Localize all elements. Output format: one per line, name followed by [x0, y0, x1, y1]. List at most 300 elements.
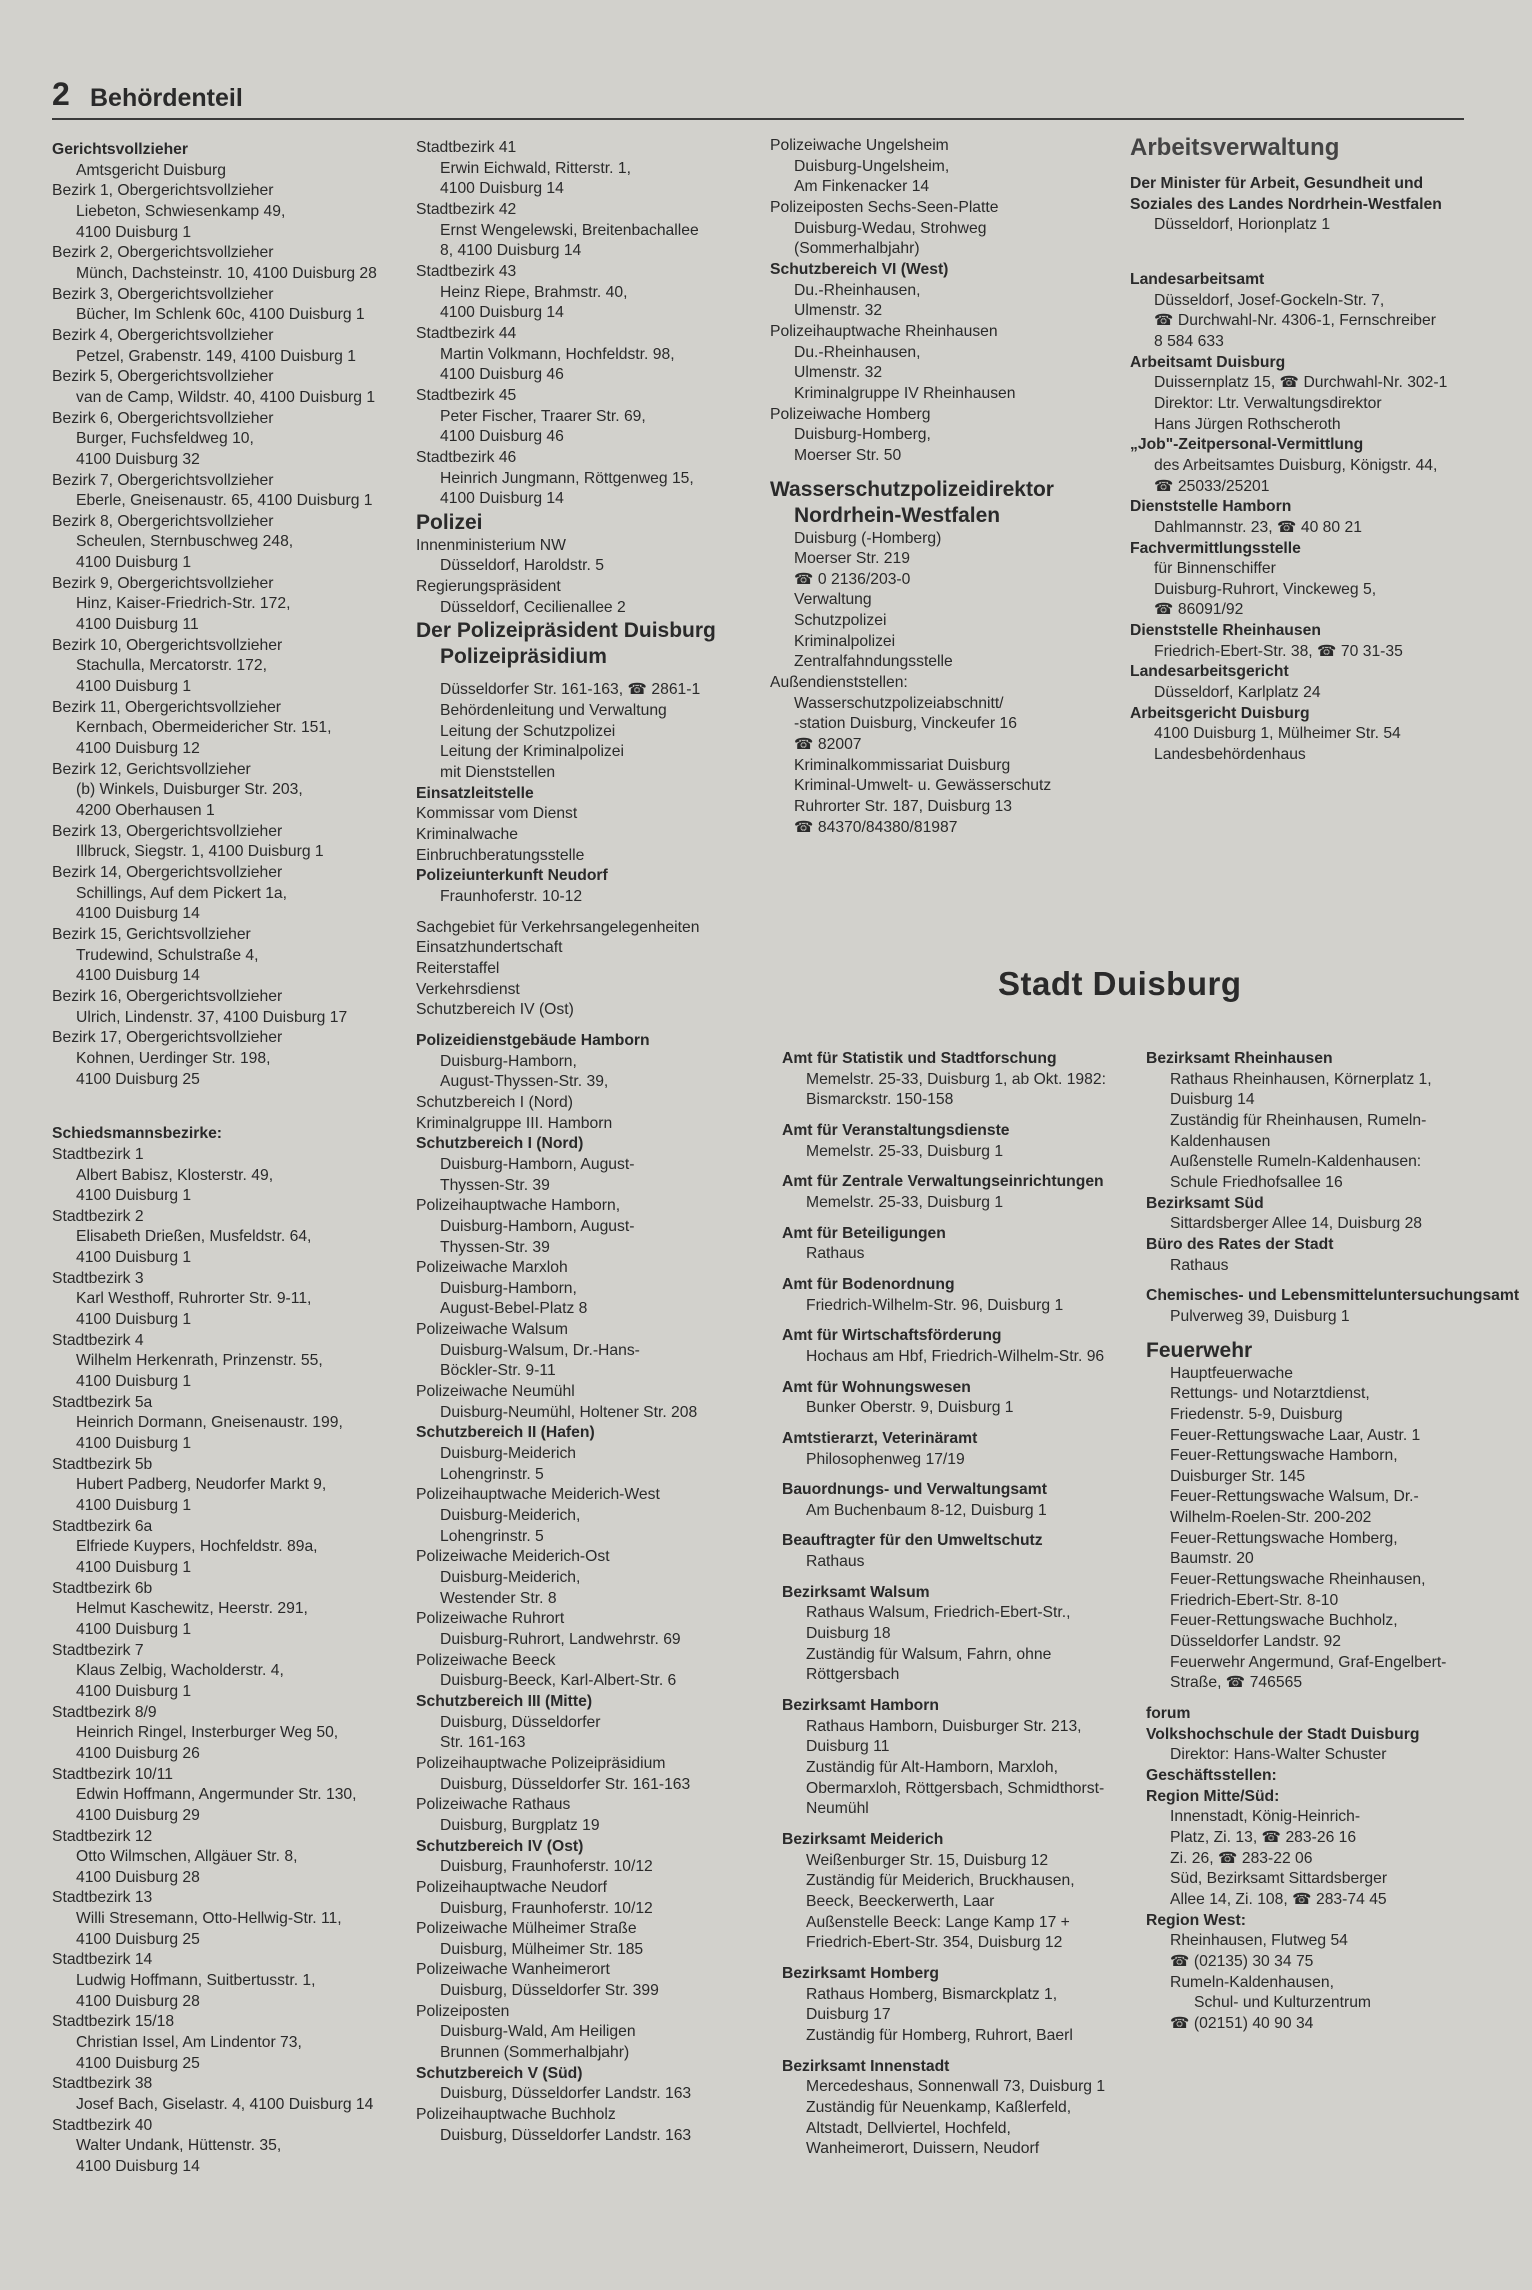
entry-line: Polizeiwache Neumühl	[416, 1383, 575, 1401]
entry-line: Am Finkenacker 14	[794, 178, 930, 196]
entry-line: 4100 Duisburg 32	[76, 450, 200, 468]
entry-line: Schutzpolizei	[794, 612, 887, 630]
entry-line: Liebeton, Schwiesenkamp 49,	[76, 202, 286, 220]
entry-line: Feuer-Rettungswache Walsum, Dr.-	[1170, 1488, 1419, 1506]
entry-line: Baumstr. 20	[1170, 1550, 1254, 1568]
entry-heading: Bezirksamt Innenstadt	[782, 2057, 950, 2075]
entry-heading: Nordrhein-Westfalen	[794, 503, 1001, 527]
entry-line: Kommissar vom Dienst	[416, 805, 578, 823]
spacer	[782, 1686, 1106, 1696]
entry-line: 4100 Duisburg 46	[440, 366, 564, 384]
entry-line: Bezirk 4, Obergerichtsvollzieher	[52, 326, 274, 344]
entry-line: Eberle, Gneisenaustr. 65, 4100 Duisburg 1	[76, 492, 373, 510]
entry-line: Duisburg-Neumühl, Holtener Str. 208	[440, 1403, 698, 1421]
entry-line: Außenstelle Beeck: Lange Kamp 17 +	[806, 1913, 1070, 1931]
entry-line: Bezirk 14, Obergerichtsvollzieher	[52, 863, 283, 881]
entry-line: 4100 Duisburg 1	[76, 1558, 192, 1576]
entry-line: Polizeihauptwache Polizeipräsidium	[416, 1754, 666, 1772]
entry-line: Weißenburger Str. 15, Duisburg 12	[806, 1851, 1049, 1869]
entry-line: 4100 Duisburg 1	[76, 1311, 192, 1329]
entry-heading: Geschäftsstellen:	[1146, 1767, 1277, 1784]
entry-line: Ruhrorter Str. 187, Duisburg 13	[794, 798, 1012, 816]
entry-line: Stadtbezirk 5a	[52, 1393, 153, 1411]
entry-line: Albert Babisz, Klosterstr. 49,	[76, 1166, 274, 1184]
entry-line: Kriminalwache	[416, 826, 519, 844]
entry-line: Polizeiwache Wanheimerort	[416, 1961, 610, 1979]
entry-line: ☎ Durchwahl-Nr. 4306-1, Fernschreiber	[1154, 312, 1436, 330]
entry-line: Kriminal-Umwelt- u. Gewässerschutz	[794, 777, 1052, 795]
entry-line: ☎ 82007	[794, 736, 862, 754]
entry-line: -station Duisburg, Vinckeufer 16	[794, 715, 1017, 733]
entry-line: Beeck, Beeckerwerth, Laar	[806, 1892, 995, 1910]
entry-line: Düsseldorf, Josef-Gockeln-Str. 7,	[1154, 291, 1385, 309]
entry-line: Bezirk 6, Obergerichtsvollzieher	[52, 409, 274, 427]
entry-line: Polizeiwache Homberg	[770, 405, 931, 423]
entry-heading: Bezirksamt Süd	[1146, 1194, 1264, 1212]
spacer	[782, 1316, 1106, 1326]
entry-line: Feuer-Rettungswache Laar, Austr. 1	[1170, 1426, 1421, 1444]
entry-line: Lohengrinstr. 5	[440, 1465, 544, 1483]
entry-line: Landesbehördenhaus	[1154, 746, 1306, 764]
entry-line: Düsseldorf, Karlplatz 24	[1154, 684, 1321, 702]
entry-line: Karl Westhoff, Ruhrorter Str. 9-11,	[76, 1290, 312, 1308]
entry-line: Stadtbezirk 45	[416, 386, 517, 404]
entry-heading: Feuerwehr	[1146, 1338, 1253, 1362]
entry-heading: Gerichtsvollzieher	[52, 141, 189, 158]
entry-line: Bezirk 5, Obergerichtsvollzieher	[52, 368, 274, 386]
entry-line: Süd, Bezirksamt Sittardsberger	[1170, 1870, 1388, 1888]
entry-heading: Region Mitte/Süd:	[1146, 1787, 1280, 1805]
entry-line: Moerser Str. 219	[794, 550, 910, 568]
entry-line: Heinrich Jungmann, Röttgenweg 15,	[440, 469, 694, 487]
entry-line: Bezirk 13, Obergerichtsvollzieher	[52, 822, 283, 840]
entry-line: Innenministerium NW	[416, 536, 566, 554]
spacer	[782, 1820, 1106, 1830]
entry-heading: Region West:	[1146, 1911, 1246, 1929]
spacer	[1146, 1276, 1519, 1286]
entry-line: Martin Volkmann, Hochfeldstr. 98,	[440, 345, 675, 363]
entry-line: Bezirk 11, Obergerichtsvollzieher	[52, 698, 282, 716]
entry-line: 4100 Duisburg 1	[76, 1497, 192, 1514]
entry-line: Bismarckstr. 150-158	[806, 1091, 954, 1109]
entry-line: mit Dienststellen	[440, 764, 556, 782]
entry-line: 8, 4100 Duisburg 14	[440, 242, 582, 260]
entry-line: Scheulen, Sternbuschweg 248,	[76, 533, 294, 551]
entry-line: Ulrich, Lindenstr. 37, 4100 Duisburg 17	[76, 1008, 348, 1026]
entry-line: Stadtbezirk 42	[416, 200, 517, 218]
column-4-bottom	[1146, 1049, 1519, 2035]
entry-heading: Büro des Rates der Stadt	[1146, 1235, 1334, 1253]
entry-heading: Dienststelle Rheinhausen	[1130, 622, 1321, 640]
entry-line: Polizeiwache Ungelsheim	[770, 137, 949, 154]
entry-line: Zuständig für Walsum, Fahrn, ohne	[806, 1645, 1052, 1663]
entry-line: Polizeiwache Ruhrort	[416, 1610, 565, 1628]
entry-line: Düsseldorf, Cecilienallee 2	[440, 598, 626, 616]
entry-line: Duisburg-Homberg,	[794, 426, 931, 444]
entry-line: Polizeihauptwache Buchholz	[416, 2106, 616, 2124]
entry-line: Brunnen (Sommerhalbjahr)	[440, 2044, 630, 2062]
entry-line: Petzel, Grabenstr. 149, 4100 Duisburg 1	[76, 347, 356, 365]
entry-heading: Bezirksamt Rheinhausen	[1146, 1050, 1333, 1067]
column-3-top	[770, 136, 1054, 838]
entry-line: ☎ (02151) 40 90 34	[1170, 2014, 1314, 2032]
entry-line: Klaus Zelbig, Wacholderstr. 4,	[76, 1662, 284, 1680]
entry-heading: Volkshochschule der Stadt Duisburg	[1146, 1725, 1420, 1743]
entry-line: Zi. 26, ☎ 283-22 06	[1170, 1849, 1313, 1867]
entry-line: Kriminalpolizei	[794, 632, 896, 650]
entry-line: Duisburg, Fraunhoferstr. 10/12	[440, 1858, 653, 1876]
entry-line: Feuer-Rettungswache Homberg,	[1170, 1529, 1398, 1547]
entry-line: Zentralfahndungsstelle	[794, 653, 953, 671]
entry-line: des Arbeitsamtes Duisburg, Königstr. 44,	[1154, 456, 1438, 474]
entry-line: Stadtbezirk 12	[52, 1827, 153, 1845]
entry-line: Westender Str. 8	[440, 1589, 557, 1607]
entry-line: Stadtbezirk 15/18	[52, 2013, 175, 2031]
entry-line: Duisburg, Fraunhoferstr. 10/12	[440, 1899, 653, 1917]
entry-line: Duisburg-Hamborn, August-	[440, 1217, 635, 1235]
entry-line: Stadtbezirk 3	[52, 1269, 144, 1287]
spacer	[782, 1521, 1106, 1531]
entry-line: Polizeihauptwache Rheinhausen	[770, 322, 998, 340]
entry-line: 4100 Duisburg 46	[440, 428, 564, 446]
entry-heading: Bezirksamt Homberg	[782, 1964, 939, 1982]
entry-line: Straße, ☎ 746565	[1170, 1674, 1303, 1692]
entry-line: Duisburg, Düsseldorfer Str. 399	[440, 1982, 659, 2000]
entry-heading: Arbeitsverwaltung	[1130, 134, 1340, 161]
entry-line: Philosophenweg 17/19	[806, 1450, 965, 1468]
spacer	[770, 467, 1054, 477]
entry-line: Stadtbezirk 43	[416, 262, 517, 280]
entry-line: Duisburg, Mülheimer Str. 185	[440, 1940, 644, 1958]
entry-line: Burger, Fuchsfeldweg 10,	[76, 430, 254, 448]
entry-line: für Binnenschiffer	[1154, 560, 1276, 578]
spacer	[1146, 1694, 1519, 1704]
entry-line: Str. 161-163	[440, 1734, 526, 1752]
entry-line: (Sommerhalbjahr)	[794, 240, 920, 258]
entry-line: Sittardsberger Allee 14, Duisburg 28	[1170, 1215, 1423, 1233]
entry-line: Ernst Wengelewski, Breitenbachallee	[440, 221, 699, 239]
entry-line: Friedrich-Ebert-Str. 354, Duisburg 12	[806, 1934, 1063, 1952]
entry-line: Duisburg-Meiderich,	[440, 1507, 581, 1525]
entry-line: Einbruchberatungsstelle	[416, 846, 585, 864]
entry-line: Stadtbezirk 13	[52, 1889, 153, 1907]
entry-line: Thyssen-Str. 39	[440, 1176, 550, 1194]
entry-line: Stadtbezirk 1	[52, 1145, 144, 1163]
entry-line: 4100 Duisburg 1	[76, 1682, 192, 1700]
entry-line: Heinrich Ringel, Insterburger Weg 50,	[76, 1724, 339, 1742]
entry-line: Regierungspräsident	[416, 578, 561, 596]
entry-line: Kriminalkommissariat Duisburg	[794, 756, 1011, 774]
entry-line: Verkehrsdienst	[416, 980, 520, 998]
entry-line: 4100 Duisburg 26	[76, 1744, 200, 1762]
entry-line: Duisburg, Burgplatz 19	[440, 1816, 600, 1834]
entry-line: Stadtbezirk 4	[52, 1331, 144, 1349]
entry-line: Direktor: Hans-Walter Schuster	[1170, 1746, 1387, 1764]
entry-line: Duisburg-Wedau, Strohweg	[794, 219, 987, 237]
entry-line: Rathaus Homberg, Bismarckplatz 1,	[806, 1985, 1058, 2003]
entry-line: Mercedeshaus, Sonnenwall 73, Duisburg 1	[806, 2078, 1106, 2096]
entry-line: Duisburg (-Homberg)	[794, 529, 942, 547]
entry-line: Polizeiwache Meiderich-Ost	[416, 1548, 610, 1566]
entry-line: 4200 Oberhausen 1	[76, 802, 215, 819]
entry-line: Kriminalgruppe III. Hamborn	[416, 1114, 613, 1132]
entry-heading: Chemisches- und Lebensmitteluntersuchungsamt	[1146, 1287, 1520, 1305]
entry-line: Duisburg-Ruhrort, Landwehrstr. 69	[440, 1630, 681, 1648]
entry-line: Lohengrinstr. 5	[440, 1527, 544, 1545]
stadt-duisburg-heading: Stadt Duisburg	[998, 965, 1242, 1002]
entry-line: ☎ (02135) 30 34 75	[1170, 1952, 1314, 1970]
entry-line: Duisburg 18	[806, 1625, 891, 1643]
entry-line: Duisburg 11	[806, 1738, 890, 1756]
entry-line: Bücher, Im Schlenk 60c, 4100 Duisburg 1	[76, 306, 365, 324]
entry-line: Polizeihauptwache Meiderich-West	[416, 1486, 660, 1504]
entry-line: Christian Issel, Am Lindentor 73,	[76, 2034, 302, 2052]
entry-line: Polizeiwache Marxloh	[416, 1259, 568, 1277]
entry-line: Duisburg 14	[1170, 1091, 1255, 1109]
entry-line: Ludwig Hoffmann, Suitbertusstr. 1,	[76, 1972, 316, 1990]
entry-line: 4100 Duisburg 1	[76, 1249, 192, 1267]
entry-line: Wilhelm-Roelen-Str. 200-202	[1170, 1509, 1372, 1527]
spacer	[782, 1111, 1106, 1121]
entry-heading: Bezirksamt Walsum	[782, 1583, 930, 1601]
entry-line: Du.-Rheinhausen,	[794, 281, 921, 299]
entry-line: 4100 Duisburg 14	[76, 2158, 200, 2175]
entry-heading: Der Minister für Arbeit, Gesundheit und	[1130, 175, 1424, 192]
entry-line: Bezirk 7, Obergerichtsvollzieher	[52, 471, 274, 489]
entry-line: 4100 Duisburg 1	[76, 678, 192, 696]
entry-line: Düsseldorf, Horionplatz 1	[1154, 216, 1331, 234]
entry-line: Kaldenhausen	[1170, 1132, 1271, 1150]
spacer	[782, 1214, 1106, 1224]
entry-line: Bezirk 9, Obergerichtsvollzieher	[52, 574, 274, 592]
entry-line: Zuständig für Homberg, Ruhrort, Baerl	[806, 2026, 1073, 2044]
entry-line: Schutzbereich IV (Ost)	[416, 1001, 574, 1019]
entry-line: Schule Friedhofsallee 16	[1170, 1173, 1343, 1191]
entry-line: 4100 Duisburg 14	[440, 304, 564, 322]
entry-line: Obermarxloh, Röttgersbach, Schmidthorst-	[806, 1779, 1105, 1797]
column-2	[416, 138, 716, 2146]
entry-line: Rathaus	[806, 1245, 865, 1263]
entry-heading: Amt für Wohnungswesen	[782, 1378, 971, 1396]
column-4-top	[1130, 132, 1447, 766]
spacer	[782, 1419, 1106, 1429]
entry-heading: „Job"-Zeitpersonal-Vermittlung	[1130, 436, 1364, 454]
entry-heading: Polizei	[416, 510, 483, 534]
entry-line: Am Buchenbaum 8-12, Duisburg 1	[806, 1501, 1047, 1519]
entry-line: Zuständig für Neuenkamp, Kaßlerfeld,	[806, 2098, 1072, 2116]
entry-line: Polizeiwache Beeck	[416, 1651, 556, 1669]
entry-line: Zuständig für Meiderich, Bruckhausen,	[806, 1872, 1075, 1890]
spacer	[52, 1090, 377, 1124]
entry-line: Stadtbezirk 14	[52, 1951, 153, 1969]
entry-line: ☎ 86091/92	[1154, 601, 1244, 619]
entry-line: 4100 Duisburg 12	[76, 740, 200, 758]
entry-line: Röttgersbach	[806, 1666, 900, 1684]
entry-line: 4100 Duisburg 1	[76, 223, 192, 241]
entry-line: Rathaus Walsum, Friedrich-Ebert-Str.,	[806, 1604, 1071, 1622]
entry-line: Kernbach, Obermeidericher Str. 151,	[76, 719, 332, 737]
entry-line: Leitung der Schutzpolizei	[440, 722, 616, 740]
entry-line: Stadtbezirk 5b	[52, 1455, 153, 1473]
entry-line: Polizeiwache Rathaus	[416, 1796, 571, 1814]
entry-line: Stachulla, Mercatorstr. 172,	[76, 657, 267, 675]
entry-heading: Schutzbereich I (Nord)	[416, 1135, 584, 1153]
entry-heading: forum	[1146, 1705, 1191, 1723]
entry-line: Amtsgericht Duisburg	[76, 161, 226, 179]
entry-line: Düsseldorf, Haroldstr. 5	[440, 557, 604, 575]
entry-line: van de Camp, Wildstr. 40, 4100 Duisburg 1	[76, 388, 376, 406]
entry-line: 4100 Duisburg 25	[76, 2054, 200, 2072]
entry-line: Moerser Str. 50	[794, 446, 902, 464]
entry-line: (b) Winkels, Duisburger Str. 203,	[76, 781, 303, 799]
entry-line: Bezirk 16, Obergerichtsvollzieher	[52, 987, 283, 1005]
entry-line: 8 584 633	[1154, 332, 1224, 350]
entry-line: Trudewind, Schulstraße 4,	[76, 946, 259, 964]
entry-line: Bezirk 15, Gerichtsvollzieher	[52, 925, 251, 943]
spacer	[782, 1954, 1106, 1964]
entry-heading: Amt für Bodenordnung	[782, 1275, 955, 1293]
entry-line: Wasserschutzpolizeiabschnitt/	[794, 694, 1004, 712]
entry-line: Duisburg-Walsum, Dr.-Hans-	[440, 1341, 640, 1359]
entry-line: Duisburger Str. 145	[1170, 1467, 1306, 1485]
entry-line: Friedenstr. 5-9, Duisburg	[1170, 1405, 1343, 1423]
entry-line: Direktor: Ltr. Verwaltungsdirektor	[1154, 394, 1382, 412]
entry-line: Duisburg, Düsseldorfer Str. 161-163	[440, 1775, 691, 1793]
entry-line: Bezirk 1, Obergerichtsvollzieher	[52, 182, 274, 200]
entry-line: Stadtbezirk 6a	[52, 1517, 153, 1535]
entry-heading: Polizeidienstgebäude Hamborn	[416, 1031, 650, 1049]
spacer	[416, 670, 716, 680]
page-section-title: Behördenteil	[90, 84, 243, 112]
spacer	[416, 1021, 716, 1031]
entry-line: Stadtbezirk 8/9	[52, 1703, 157, 1721]
entry-line: Polizeiwache Mülheimer Straße	[416, 1920, 637, 1938]
entry-heading: Schutzbereich III (Mitte)	[416, 1692, 593, 1710]
entry-line: Böckler-Str. 9-11	[440, 1362, 556, 1380]
entry-line: Erwin Eichwald, Ritterstr. 1,	[440, 159, 631, 177]
entry-heading: Amtstierarzt, Veterinäramt	[782, 1429, 978, 1447]
entry-heading: Schutzbereich VI (West)	[770, 260, 949, 278]
entry-line: Außenstelle Rumeln-Kaldenhausen:	[1170, 1153, 1422, 1171]
entry-heading: Landesarbeitsamt	[1130, 270, 1265, 288]
entry-line: Kriminalgruppe IV Rheinhausen	[794, 384, 1016, 402]
spacer	[1146, 1328, 1519, 1338]
entry-line: Stadtbezirk 46	[416, 448, 517, 466]
entry-line: Kohnen, Uerdinger Str. 198,	[76, 1049, 271, 1067]
spacer	[782, 1162, 1106, 1172]
entry-line: Duisburg-Hamborn, August-	[440, 1155, 635, 1173]
entry-heading: Amt für Statistik und Stadtforschung	[782, 1050, 1057, 1067]
entry-line: Rathaus Hamborn, Duisburger Str. 213,	[806, 1717, 1082, 1735]
entry-line: Friedrich-Ebert-Str. 8-10	[1170, 1591, 1339, 1609]
entry-line: Otto Wilmschen, Allgäuer Str. 8,	[76, 1848, 298, 1866]
entry-heading: Soziales des Landes Nordrhein-Westfalen	[1130, 195, 1442, 213]
entry-line: Feuer-Rettungswache Hamborn,	[1170, 1447, 1398, 1465]
entry-line: Rathaus	[1170, 1256, 1229, 1274]
entry-line: Duisburg-Meiderich	[440, 1445, 577, 1463]
entry-line: 4100 Duisburg 25	[76, 1070, 200, 1088]
entry-line: Hans Jürgen Rothscheroth	[1154, 415, 1341, 433]
entry-line: Duisburg-Hamborn,	[440, 1052, 577, 1070]
entry-line: Elisabeth Drießen, Musfeldstr. 64,	[76, 1228, 312, 1246]
entry-line: ☎ 25033/25201	[1154, 477, 1270, 495]
entry-line: Rathaus	[806, 1553, 865, 1571]
entry-line: Schillings, Auf dem Pickert 1a,	[76, 884, 288, 902]
entry-line: Rettungs- und Notarztdienst,	[1170, 1385, 1370, 1403]
entry-line: Stadtbezirk 40	[52, 2116, 153, 2134]
entry-heading: Schutzbereich V (Süd)	[416, 2064, 583, 2082]
entry-line: Münch, Dachsteinstr. 10, 4100 Duisburg 28	[76, 264, 377, 282]
entry-line: Memelstr. 25-33, Duisburg 1	[806, 1193, 1004, 1211]
entry-line: 4100 Duisburg 14	[440, 490, 564, 508]
entry-line: Hochaus am Hbf, Friedrich-Wilhelm-Str. 96	[806, 1347, 1105, 1365]
entry-heading: Bauordnungs- und Verwaltungsamt	[782, 1481, 1047, 1499]
entry-line: Polizeihauptwache Neudorf	[416, 1878, 607, 1896]
entry-heading: Bezirksamt Meiderich	[782, 1831, 944, 1848]
spacer	[1130, 164, 1447, 174]
entry-line: Bunker Oberstr. 9, Duisburg 1	[806, 1399, 1014, 1417]
entry-line: Willi Stresemann, Otto-Hellwig-Str. 11,	[76, 1910, 342, 1928]
entry-line: Duisburg-Hamborn,	[440, 1279, 577, 1297]
entry-heading: Schiedsmannsbezirke:	[52, 1125, 223, 1143]
entry-line: Stadtbezirk 7	[52, 1641, 144, 1659]
entry-line: Heinrich Dormann, Gneisenaustr. 199,	[76, 1414, 343, 1432]
entry-line: August-Thyssen-Str. 39,	[440, 1073, 609, 1091]
entry-heading: Arbeitsgericht Duisburg	[1130, 704, 1310, 722]
entry-line: Schul- und Kulturzentrum	[1194, 1994, 1372, 2012]
entry-line: Helmut Kaschewitz, Heerstr. 291,	[76, 1600, 308, 1618]
entry-line: Feuerwehr Angermund, Graf-Engelbert-	[1170, 1653, 1447, 1671]
entry-line: Neumühl	[806, 1800, 869, 1818]
entry-line: Hubert Padberg, Neudorfer Markt 9,	[76, 1476, 327, 1494]
entry-line: 4100 Duisburg 1	[76, 554, 192, 572]
entry-line: Sachgebiet für Verkehrsangelegenheiten	[416, 918, 700, 936]
entry-line: Du.-Rheinhausen,	[794, 343, 921, 361]
entry-line: Hauptfeuerwache	[1170, 1364, 1293, 1382]
entry-line: Peter Fischer, Traarer Str. 69,	[440, 407, 646, 425]
entry-line: Stadtbezirk 10/11	[52, 1765, 173, 1783]
spacer	[782, 1368, 1106, 1378]
entry-line: Behördenleitung und Verwaltung	[440, 702, 667, 720]
entry-line: Polizeiposten	[416, 2002, 510, 2020]
entry-line: Zuständig für Rheinhausen, Rumeln-	[1170, 1111, 1427, 1129]
entry-heading: Schutzbereich IV (Ost)	[416, 1837, 584, 1855]
entry-line: Duisburg-Ungelsheim,	[794, 157, 950, 175]
entry-line: 4100 Duisburg 14	[76, 967, 200, 985]
entry-line: Feuer-Rettungswache Rheinhausen,	[1170, 1571, 1426, 1589]
entry-line: Walter Undank, Hüttenstr. 35,	[76, 2137, 282, 2155]
entry-line: Wanheimerort, Duissern, Neudorf	[806, 2140, 1040, 2158]
entry-line: Duisburg, Düsseldorfer Landstr. 163	[440, 2085, 692, 2103]
entry-heading: Arbeitsamt Duisburg	[1130, 353, 1286, 371]
entry-line: Bezirk 10, Obergerichtsvollzieher	[52, 636, 283, 654]
entry-heading: Der Polizeipräsident Duisburg	[416, 619, 716, 643]
entry-line: Rathaus Rheinhausen, Körnerplatz 1,	[1170, 1070, 1432, 1088]
entry-line: Platz, Zi. 13, ☎ 283-26 16	[1170, 1828, 1357, 1846]
entry-line: Ulmenstr. 32	[794, 302, 883, 320]
entry-line: Duisburg-Wald, Am Heiligen	[440, 2023, 636, 2041]
spacer	[782, 1265, 1106, 1275]
entry-line: Friedrich-Ebert-Str. 38, ☎ 70 31-35	[1154, 642, 1403, 660]
entry-line: Duisburg, Düsseldorfer Landstr. 163	[440, 2126, 692, 2144]
entry-line: 4100 Duisburg 1	[76, 1373, 192, 1391]
entry-line: Edwin Hoffmann, Angermunder Str. 130,	[76, 1786, 357, 1804]
entry-line: Duisburg-Meiderich,	[440, 1569, 581, 1586]
entry-heading: Wasserschutzpolizeidirektor	[770, 477, 1054, 501]
entry-line: Polizeihauptwache Hamborn,	[416, 1197, 621, 1215]
entry-line: Bezirk 8, Obergerichtsvollzieher	[52, 512, 274, 530]
entry-line: Einsatzhundertschaft	[416, 939, 563, 957]
